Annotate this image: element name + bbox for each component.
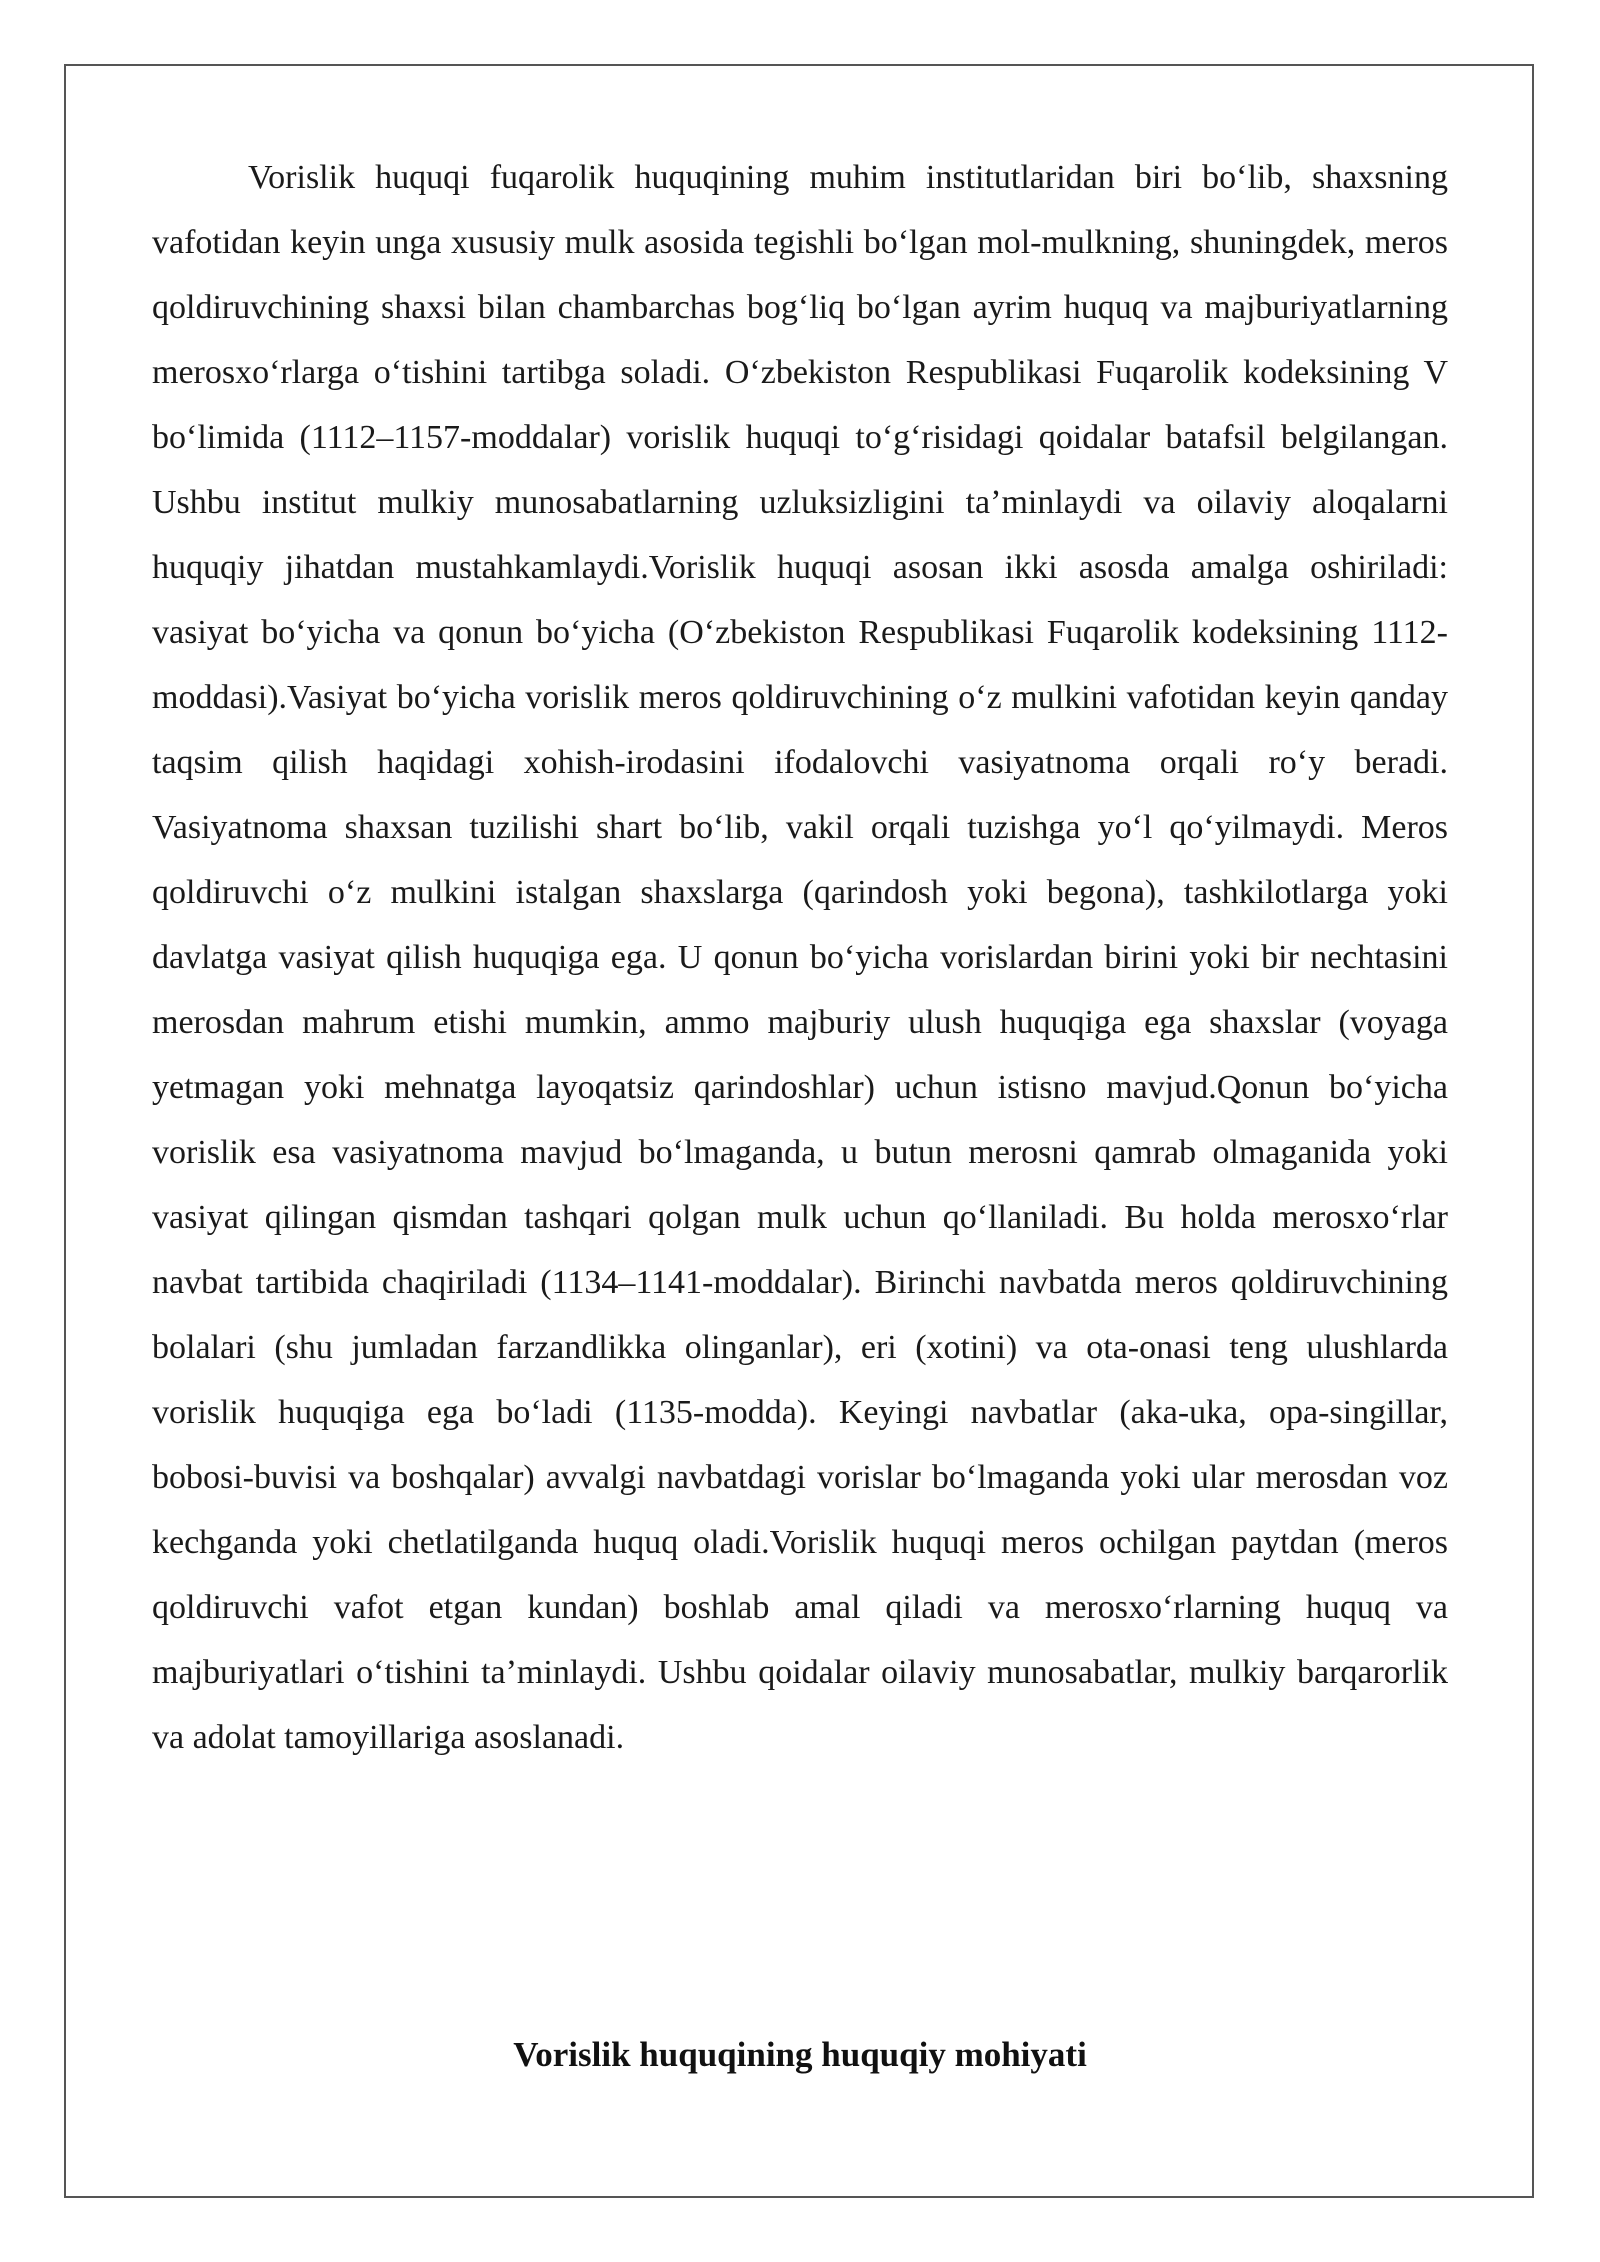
body-paragraph: Vorislik huquqi fuqarolik huquqining muhim institutlaridan biri boʻlib, shaxsning vafotidan keyin unga xususiy mulk asosida tegishli boʻlgan mol-mulkning, shuningdek, meros qoldiruvchining shaxsi bilan chambarchas bogʻliq boʻlgan ayrim huquq va majburiyatlarning merosxoʻrlarga oʻtishini tartibga soladi. Oʻzbekiston Respublikasi Fuqarolik kodeksining V boʻlimida (1112–1157-moddalar) vorislik huquqi toʻgʻrisidagi qoidalar batafsil belgilangan. Ushbu institut mulkiy munosabatlarning uzluksizligini taʼminlaydi va oilaviy aloqalarni huquqiy jihatdan mustahkamlaydi.Vorislik huquqi asosan ikki asosda amalga oshiriladi: vasiyat boʻyicha va qonun boʻyicha (Oʻzbekiston Respublikasi Fuqarolik kodeksining 1112-moddasi).Vasiyat boʻyicha vorislik meros qoldiruvchining oʻz mulkini vafotidan keyin qanday taqsim qilish haqidagi xohish-irodasini ifodalovchi vasiyatnoma orqali roʻy beradi. Vasiyatnoma shaxsan tuzilishi shart boʻlib, vakil orqali tuzishga yoʻl qoʻyilmaydi. Meros qoldiruvchi oʻz mulkini istalgan shaxslarga (qarindosh yoki begona), tashkilotlarga yoki davlatga vasiyat qilish huquqiga ega. U qonun boʻyicha vorislardan birini yoki bir nechtasini merosdan mahrum etishi mumkin, ammo majburiy ulush huquqiga ega shaxslar (voyaga yetmagan yoki mehnatga layoqatsiz qarindoshlar) uchun istisno mavjud.Qonun boʻyicha vorislik esa vasiyatnoma mavjud boʻlmaganda, u butun merosni qamrab olmaganida yoki vasiyat qilingan qismdan tashqari qolgan mulk uchun qoʻllaniladi. Bu holda merosxoʻrlar navbat tartibida chaqiriladi (1134–1141-moddalar). Birinchi navbatda meros qoldiruvchining bolalari (shu jumladan farzandlikka olinganlar), eri (xotini) va ota-onasi teng ulushlarda vorislik huquqiga ega boʻladi (1135-modda). Keyingi navbatlar (aka-uka, opa-singillar, bobosi-buvisi va boshqalar) avvalgi navbatdagi vorislar boʻlmaganda yoki ular merosdan voz kechganda yoki chetlatilganda huquq oladi.Vorislik huquqi meros ochilgan paytdan (meros qoldiruvchi vafot etgan kundan) boshlab amal qiladi va merosxoʻrlarning huquq va majburiyatlari oʻtishini taʼminlaydi. Ushbu qoidalar oilaviy munosabatlar, mulkiy barqarorlik va adolat tamoyillariga asoslanadi. — [152, 159, 1448, 1756]
document-body — [152, 145, 1448, 1770]
section-heading: Vorislik huquqining huquqiy mohiyati — [513, 2035, 1087, 2074]
